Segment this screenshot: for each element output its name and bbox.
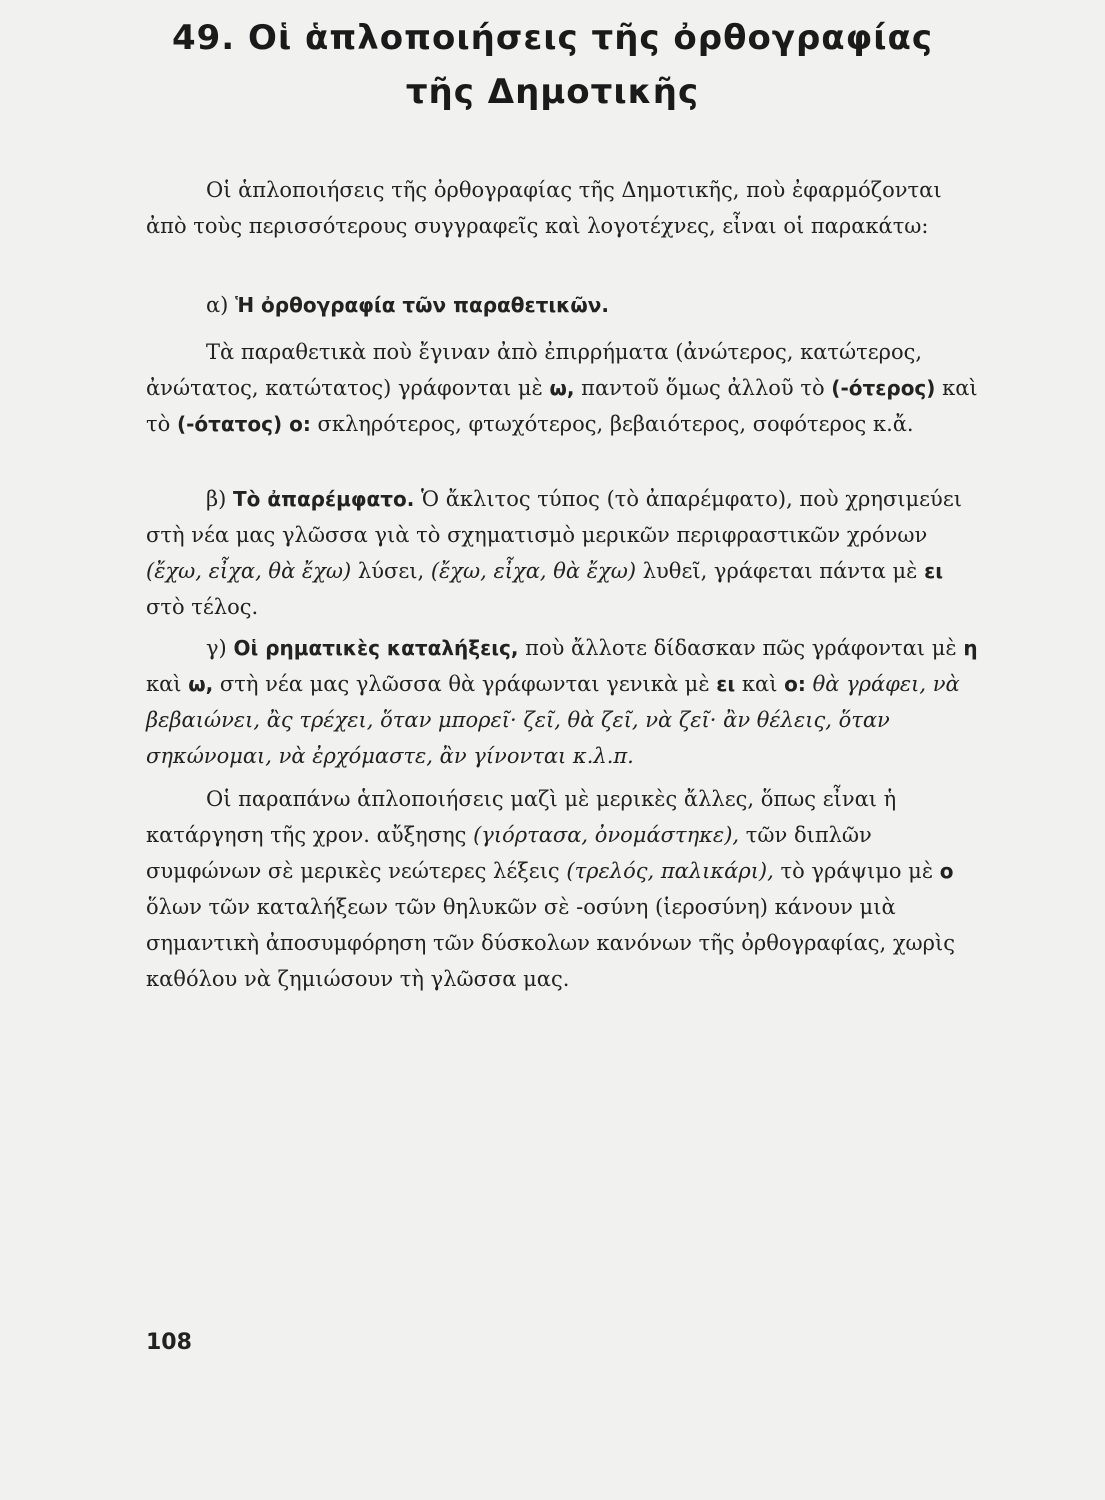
bold-run: ει xyxy=(924,559,944,583)
section-a-label: α) xyxy=(206,293,229,317)
chapter-title: 49. Οἱ ἁπλοποιήσεις τῆς ὀρθογραφίας xyxy=(171,18,934,58)
section-b-label: β) xyxy=(206,487,227,511)
section-a-heading xyxy=(146,287,980,323)
section-c-title: Οἱ ρηματικὲς καταλήξεις, xyxy=(233,636,519,660)
text-run: λύσει, xyxy=(357,559,425,583)
italic-run: (γιόρτασα, ὀνομάστηκε), xyxy=(473,823,740,847)
text-run: καὶ xyxy=(741,672,778,696)
section-b-paragraph xyxy=(146,481,980,625)
text-run: τὸ γράψιμο μὲ xyxy=(780,859,934,883)
italic-run: (ἔχω, εἶχα, θὰ ἔχω) xyxy=(146,559,352,583)
intro-paragraph: Οἱ ἁπλοποιήσεις τῆς ὀρθογραφίας τῆς Δημοτικῆς, ποὺ ἐφαρμόζονται ἀπὸ τοὺς περισσότερους συγγραφεῖς καὶ λογοτέχνες, εἶναι οἱ παρακάτω: xyxy=(146,178,942,238)
bold-run: (-ότερος) xyxy=(831,376,936,400)
bold-run: ει xyxy=(716,672,736,696)
text-run: Ὁ ἄκλιτος τύπος (τὸ ἀπαρέμφατο), ποὺ χρησιμεύει στὴ νέα μας γλῶσσα γιὰ τὸ σχηματισμὸ μερικῶν περιφραστικῶν χρόνων xyxy=(146,487,962,547)
italic-run: (ἔχω, εἶχα, θὰ ἔχω) xyxy=(430,559,637,583)
section-a-body xyxy=(146,334,980,442)
text-run: στὴ νέα μας γλῶσσα θὰ γράφωνται γενικὰ μὲ xyxy=(219,672,710,696)
bold-run: ο: xyxy=(784,672,806,696)
bold-run: ω, xyxy=(188,672,214,696)
italic-run: (τρελός, παλικάρι), xyxy=(566,859,774,883)
text-run: παντοῦ ὅμως ἀλλοῦ τὸ xyxy=(581,376,825,400)
page-number: 108 xyxy=(146,1330,192,1355)
text-run: καὶ xyxy=(146,672,182,696)
text-run: λυθεῖ, γράφεται πάντα μὲ xyxy=(642,559,918,583)
text-run: Τὰ παραθετικὰ ποὺ ἔγιναν ἀπὸ ἐπιρρήματα (ἀνώτερος, κατώτερος, ἀνώτατος, κατώτατος) γράφονται μὲ xyxy=(146,340,923,400)
text-run: Οἱ παραπάνω ἁπλοποιήσεις μαζὶ μὲ μερικὲς ἄλλες, ὅπως εἶναι ἡ κατάργηση τῆς χρον. αὔξησης xyxy=(146,787,897,847)
chapter-subtitle: τῆς Δημοτικῆς xyxy=(405,72,700,112)
text-run: καὶ τὸ xyxy=(146,376,978,436)
bold-run: η xyxy=(963,636,978,660)
section-b-title: Τὸ ἀπαρέμφατο. xyxy=(233,487,415,511)
bold-run: ο xyxy=(939,859,954,883)
bold-run: (-ότατος) ο: xyxy=(176,412,311,436)
closing-paragraph xyxy=(146,781,980,997)
section-c-label: γ) xyxy=(206,636,227,660)
text-run: τῶν διπλῶν συμφώνων σὲ μερικὲς νεώτερες λέξεις xyxy=(146,823,872,883)
italic-run: θὰ γράφει, νὰ βεβαιώνει, ἂς τρέχει, ὅταν μπορεῖ· ζεῖ, θὰ ζεῖ, νὰ ζεῖ· ἂν θέλεις, ὅταν σηκώνομαι, νὰ ἐρχόμαστε, ἂν γίνονται κ.λ.π. xyxy=(146,672,960,768)
text-run: στὸ τέλος. xyxy=(146,595,259,619)
text-run: ὅλων τῶν καταλήξεων τῶν θηλυκῶν σὲ -οσύνη (ἱεροσύνη) κάνουν μιὰ σημαντικὴ ἀποσυμφόρηση τῶν δύσκολων κανόνων τῆς ὀρθογραφίας, χωρὶς καθόλου νὰ ζημιώσουν τὴ γλῶσσα μας. xyxy=(146,895,956,991)
section-c-paragraph xyxy=(146,630,980,774)
text-run: ποὺ ἄλλοτε δίδασκαν πῶς γράφονται μὲ xyxy=(525,636,957,660)
bold-run: ω, xyxy=(549,376,575,400)
text-run: σκληρότερος, φτωχότερος, βεβαιότερος, σοφότερος κ.ἄ. xyxy=(317,412,914,436)
section-a-title: Ἡ ὀρθογραφία τῶν παραθετικῶν. xyxy=(235,293,609,317)
